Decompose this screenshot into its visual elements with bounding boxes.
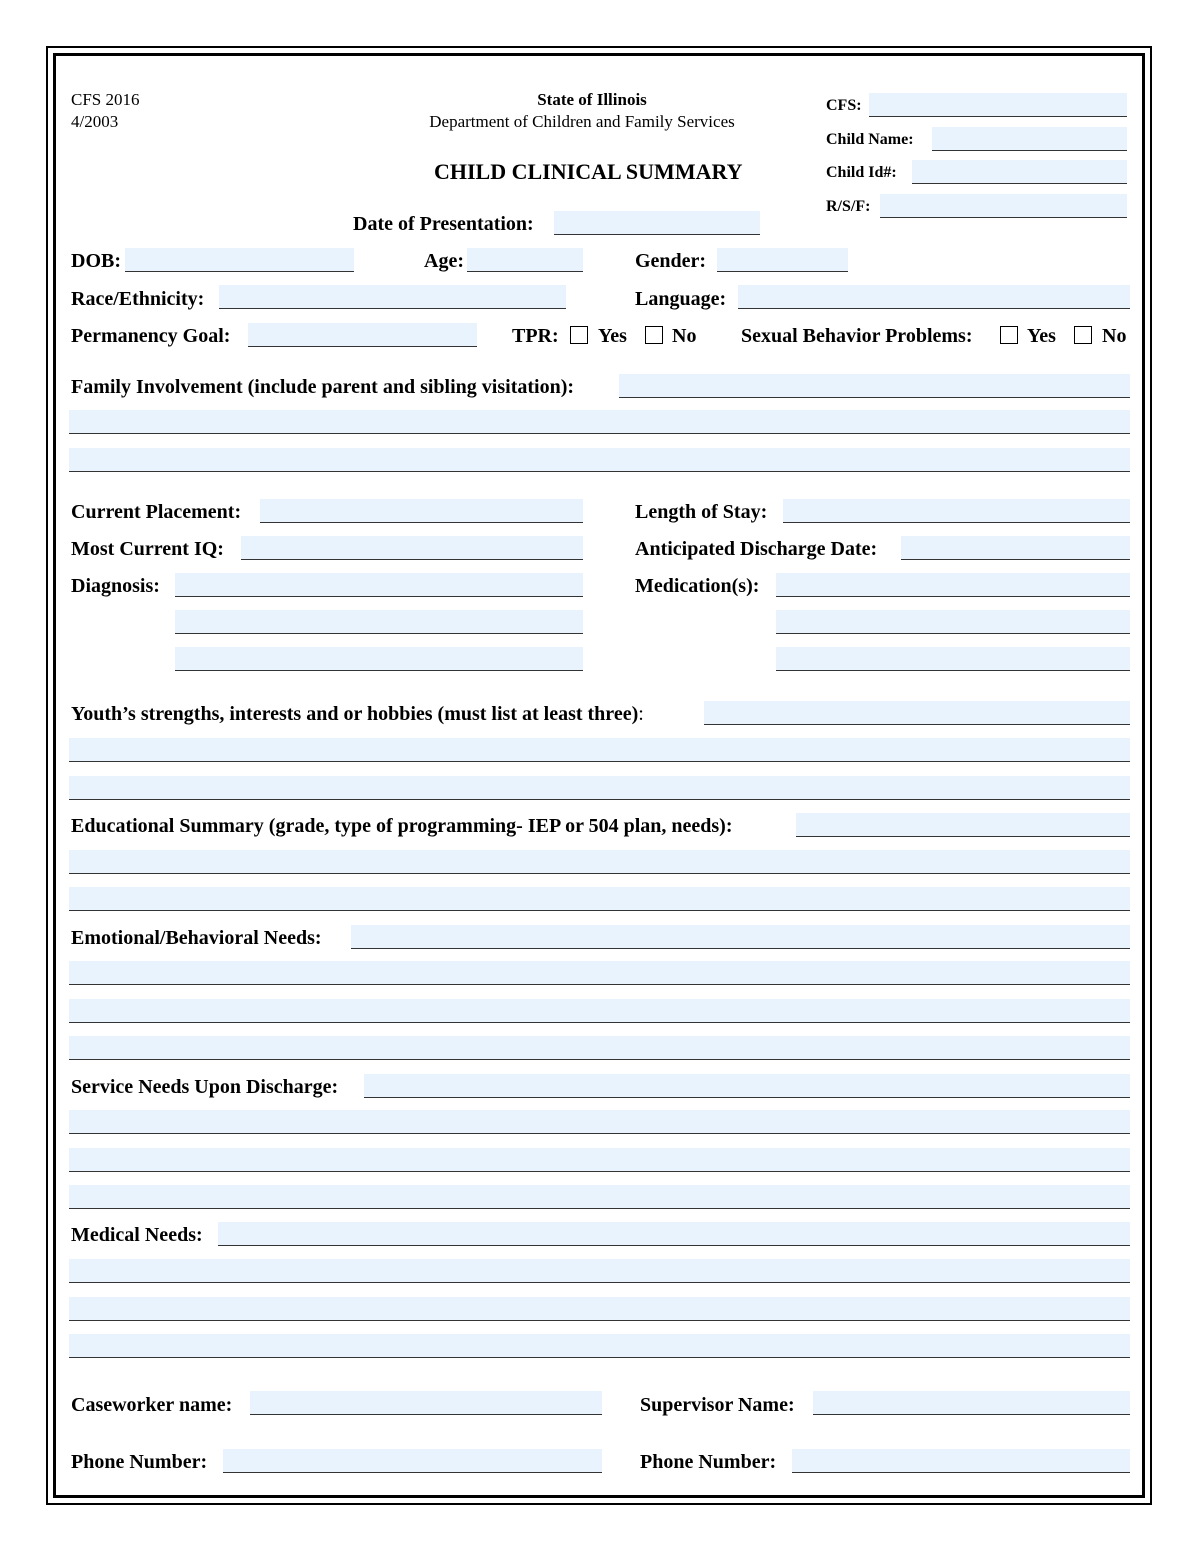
service-needs-line-3[interactable] (69, 1148, 1130, 1172)
rsf-field[interactable] (880, 194, 1127, 218)
supervisor-phone-label: Phone Number: (640, 1451, 777, 1473)
medical-needs-line-2[interactable] (69, 1259, 1130, 1283)
medical-needs-line-1[interactable] (218, 1222, 1130, 1246)
current-placement-field[interactable] (260, 499, 583, 523)
language-label: Language: (635, 288, 727, 310)
medications-line-1[interactable] (776, 573, 1130, 597)
tpr-yes-label: Yes (598, 325, 627, 347)
anticipated-discharge-label: Anticipated Discharge Date: (635, 538, 878, 560)
race-ethnicity-label: Race/Ethnicity: (71, 288, 205, 310)
sbp-yes-label: Yes (1027, 325, 1056, 347)
supervisor-name-field[interactable] (813, 1391, 1130, 1415)
diagnosis-label: Diagnosis: (71, 575, 160, 597)
emotional-line-4[interactable] (69, 1036, 1130, 1060)
family-involvement-line-3[interactable] (69, 448, 1130, 472)
length-of-stay-label: Length of Stay: (635, 501, 768, 523)
medical-needs-line-4[interactable] (69, 1334, 1130, 1358)
diagnosis-line-2[interactable] (175, 610, 583, 634)
form-date: 4/2003 (71, 112, 119, 131)
sbp-yes-checkbox[interactable] (1000, 326, 1018, 344)
caseworker-name-field[interactable] (250, 1391, 602, 1415)
most-current-iq-field[interactable] (241, 536, 583, 560)
rsf-label: R/S/F: (826, 198, 871, 215)
tpr-no-checkbox[interactable] (645, 326, 663, 344)
supervisor-name-label: Supervisor Name: (640, 1394, 795, 1416)
educational-line-3[interactable] (69, 887, 1130, 911)
date-of-presentation-field[interactable] (554, 211, 760, 235)
age-label: Age: (424, 250, 464, 272)
child-id-label: Child Id#: (826, 164, 897, 181)
family-involvement-line-2[interactable] (69, 410, 1130, 434)
permanency-goal-label: Permanency Goal: (71, 325, 231, 347)
medications-line-2[interactable] (776, 610, 1130, 634)
gender-label: Gender: (635, 250, 707, 272)
family-involvement-line-1[interactable] (619, 374, 1130, 398)
medications-line-3[interactable] (776, 647, 1130, 671)
most-current-iq-label: Most Current IQ: (71, 538, 224, 560)
emotional-line-1[interactable] (351, 925, 1130, 949)
permanency-goal-field[interactable] (248, 323, 477, 347)
medications-label: Medication(s): (635, 575, 760, 597)
educational-summary-label: Educational Summary (grade, type of programming- IEP or 504 plan, needs): (71, 815, 733, 837)
state-name: State of Illinois (537, 90, 647, 109)
tpr-no-label: No (672, 325, 697, 347)
emotional-line-3[interactable] (69, 999, 1130, 1023)
caseworker-name-label: Caseworker name: (71, 1394, 233, 1416)
dob-field[interactable] (125, 248, 354, 272)
sbp-no-label: No (1102, 325, 1127, 347)
child-id-field[interactable] (912, 160, 1127, 184)
sexual-behavior-label: Sexual Behavior Problems: (741, 325, 973, 347)
tpr-label: TPR: (512, 325, 559, 347)
strengths-line-3[interactable] (69, 776, 1130, 800)
medical-needs-label: Medical Needs: (71, 1224, 203, 1246)
service-needs-line-1[interactable] (364, 1074, 1130, 1098)
emotional-line-2[interactable] (69, 961, 1130, 985)
date-of-presentation-label: Date of Presentation: (353, 213, 534, 235)
child-name-label: Child Name: (826, 131, 914, 148)
service-needs-line-4[interactable] (69, 1185, 1130, 1209)
cfs-field[interactable] (869, 93, 1127, 117)
caseworker-phone-label: Phone Number: (71, 1451, 208, 1473)
strengths-label: Youth’s strengths, interests and or hobbies (must list at least three): (71, 703, 644, 725)
service-needs-label: Service Needs Upon Discharge: (71, 1076, 339, 1098)
form-code: CFS 2016 (71, 90, 140, 109)
diagnosis-line-3[interactable] (175, 647, 583, 671)
strengths-line-1[interactable] (704, 701, 1130, 725)
emotional-behavioral-label: Emotional/Behavioral Needs: (71, 927, 322, 949)
anticipated-discharge-field[interactable] (901, 536, 1130, 560)
family-involvement-label: Family Involvement (include parent and sibling visitation): (71, 376, 575, 398)
service-needs-line-2[interactable] (69, 1110, 1130, 1134)
language-field[interactable] (738, 285, 1130, 309)
strengths-line-2[interactable] (69, 738, 1130, 762)
medical-needs-line-3[interactable] (69, 1297, 1130, 1321)
race-ethnicity-field[interactable] (219, 285, 566, 309)
child-name-field[interactable] (932, 127, 1127, 151)
diagnosis-line-1[interactable] (175, 573, 583, 597)
page-title: CHILD CLINICAL SUMMARY (434, 159, 743, 184)
dob-label: DOB: (71, 250, 121, 272)
current-placement-label: Current Placement: (71, 501, 242, 523)
educational-line-1[interactable] (796, 813, 1130, 837)
age-field[interactable] (467, 248, 583, 272)
tpr-yes-checkbox[interactable] (570, 326, 588, 344)
length-of-stay-field[interactable] (783, 499, 1130, 523)
department-name: Department of Children and Family Services (429, 112, 735, 131)
sbp-no-checkbox[interactable] (1074, 326, 1092, 344)
supervisor-phone-field[interactable] (792, 1449, 1130, 1473)
caseworker-phone-field[interactable] (223, 1449, 602, 1473)
educational-line-2[interactable] (69, 850, 1130, 874)
gender-field[interactable] (717, 248, 848, 272)
cfs-label: CFS: (826, 97, 862, 114)
